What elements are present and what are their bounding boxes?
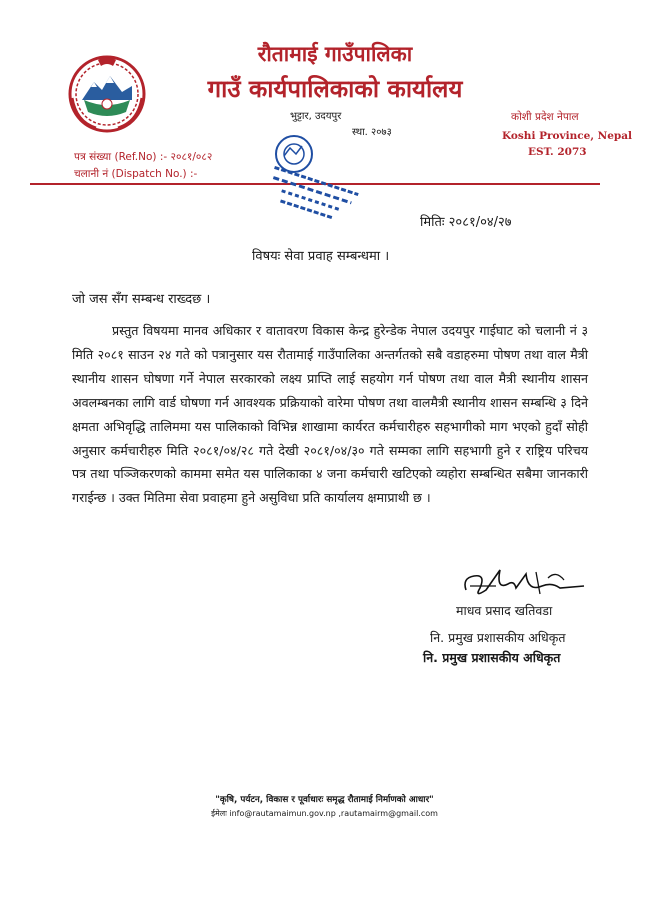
letter-subject: विषयः सेवा प्रवाह सम्बन्धमा । — [252, 249, 390, 264]
signatory-title: नि. प्रमुख प्रशासकीय अधिकृत — [430, 630, 566, 645]
letter-salutation: जो जस सँग सम्बन्ध राख्दछ । — [72, 292, 211, 307]
reference-number — [74, 150, 212, 164]
province-english: Koshi Province, Nepal — [502, 130, 633, 142]
reference-value: २०८१/०८२ — [170, 151, 213, 163]
office-title: गाउँ कार्यपालिकाको कार्यालय — [207, 75, 463, 103]
signatory-name: माधव प्रसाद खतिवडा — [456, 603, 553, 618]
office-name: रौतामाई गाउँपालिका — [257, 42, 413, 66]
footer-motto: "कृषि, पर्यटन, विकास र पूर्वाधारः समृद्ध रौतामाई निर्माणको आधार" — [215, 795, 434, 805]
nepal-emblem-icon — [66, 52, 148, 134]
established-english: EST. 2073 — [528, 146, 587, 158]
letter-date: मितिः २०८१/०४/२७ — [420, 215, 512, 230]
signatory-title-stamp: नि. प्रमुख प्रशासकीय अधिकृत — [423, 650, 561, 665]
reference-label: पत्र संख्या (Ref.No) :- — [74, 151, 168, 163]
footer-email: ईमेलः info@rautamaimun.gov.np ,rautamairm@gmail.com — [211, 809, 438, 818]
province-nepali: कोशी प्रदेश नेपाल — [511, 111, 579, 123]
letter-body: प्रस्तुत विषयमा मानव अधिकार र वातावरण विकास केन्द्र हुरेन्डेक नेपाल उदयपुर गाईघाट को चलानी नं ३ मिति २०८१ साउन २४ गते को पत्रानुसार यस रौतामाई गाउँपालिका अन्तर्गतको सबै वडाहरुमा पोषण तथा वाल मैत्री स्थानीय शासन घोषणा गर्ने नेपाल सरकारको लक्ष्य प्राप्ति लाई सहयोग गर्न पोषण तथा वाल मैत्री स्थानीय शासन अवलम्बनका लागि वार्ड घोषणा गर्न आवश्यक प्रक्रियाको वारेमा पोषण तथा वालमैत्री स्थानीय शासन सम्बन्धि ३ दिने क्षमता अभिवृद्धि तालिममा यस पालिकाको विभिन्न शाखामा कार्यरत कर्मचारीहरु सहभागीको माग भएको हुदाँ सोही अनुसार कर्मचारीहरु मिति २०८१/०४/२८ गते देखी २०८१/०४/३० गते सम्मका लागि सहभागी हुने र राष्ट्रिय परिचय पत्र तथा पञ्जिकरणको काममा समेत यस पालिकाका ४ जना कर्मचारी खटिएको व्यहोरा सम्बन्धित सबैमा जानकारी गराईन्छ । उक्त मितिमा सेवा प्रवाहमा हुने असुविधा प्रति कार्यालय क्षमाप्राथी छ । — [72, 323, 588, 506]
dispatch-number: चलानी नं (Dispatch No.) :- — [74, 168, 198, 180]
established-year: स्था. २०७३ — [352, 127, 392, 138]
office-address: भुट्टार, उदयपुर — [290, 111, 342, 122]
office-stamp-icon — [262, 128, 362, 220]
